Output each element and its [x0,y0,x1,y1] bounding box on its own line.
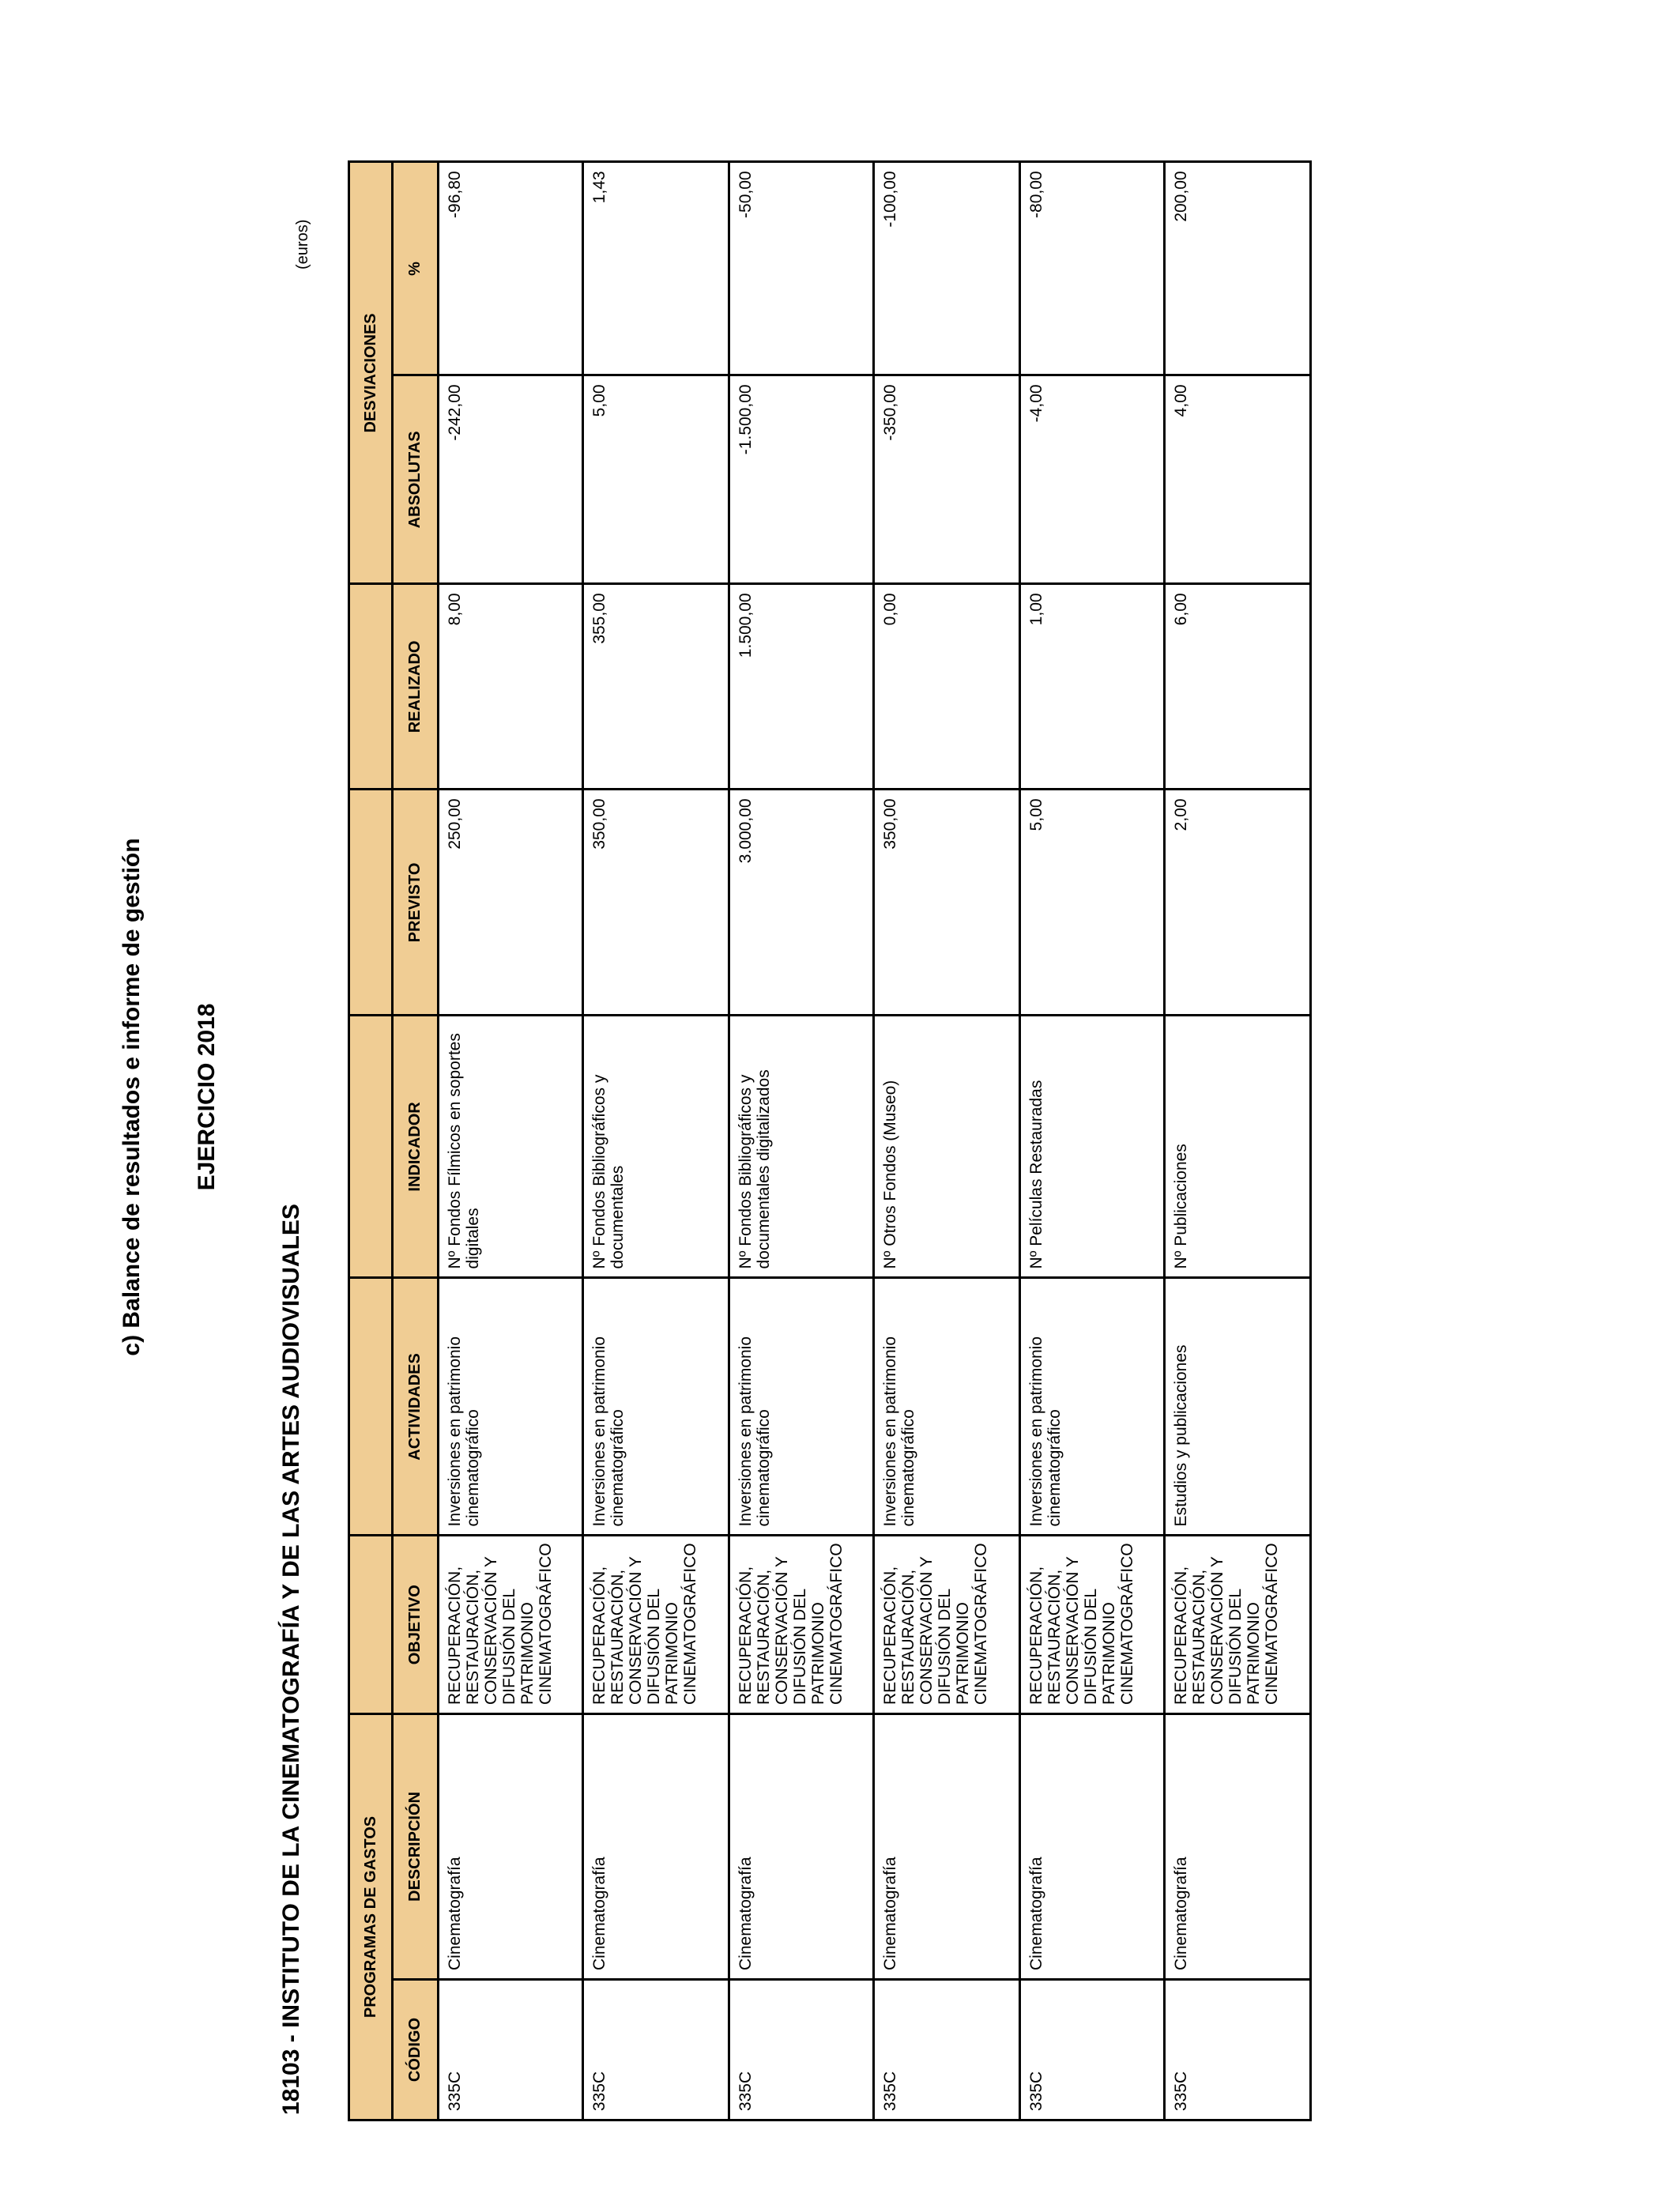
cell-previsto: 250,00 [439,790,583,1016]
cell-descripcion: Cinematografía [1165,1714,1311,1980]
cell-descripcion: Cinematografía [583,1714,729,1980]
cell-codigo: 335C [439,1980,583,2120]
cell-absolutas: -4,00 [1020,375,1165,584]
column-header-realizado: REALIZADO [393,584,439,790]
cell-porcentaje: -100,00 [874,162,1020,375]
cell-objetivo: RECUPERACIÓN, RESTAURACIÓN, CONSERVACIÓN Y DIFUSIÓN DEL PATRIMONIO CINEMATOGRÁFICO [874,1536,1020,1714]
column-header-descripcion: DESCRIPCIÓN [393,1714,439,1980]
cell-absolutas: -242,00 [439,375,583,584]
cell-porcentaje: -80,00 [1020,162,1165,375]
cell-objetivo: RECUPERACIÓN, RESTAURACIÓN, CONSERVACIÓN Y DIFUSIÓN DEL PATRIMONIO CINEMATOGRÁFICO [1020,1536,1165,1714]
cell-codigo: 335C [1020,1980,1165,2120]
cell-objetivo: RECUPERACIÓN, RESTAURACIÓN, CONSERVACIÓN Y DIFUSIÓN DEL PATRIMONIO CINEMATOGRÁFICO [439,1536,583,1714]
group-header-desviaciones: DESVIACIONES [349,162,393,584]
group-header-spacer [349,584,393,790]
results-table [348,160,1312,2121]
cell-previsto: 5,00 [1020,790,1165,1016]
group-header-spacer [349,790,393,1016]
cell-previsto: 3.000,00 [729,790,874,1016]
table-row [583,162,729,2120]
cell-actividades: Inversiones en patrimonio cinematográfico [583,1278,729,1536]
section-title: c) Balance de resultados e informe de gestión [119,838,145,1356]
cell-descripcion: Cinematografía [439,1714,583,1980]
group-header-programas: PROGRAMAS DE GASTOS [349,1714,393,2120]
table-row [729,162,874,2120]
group-header-row [349,162,393,2120]
cell-porcentaje: 200,00 [1165,162,1311,375]
cell-indicador: Nº Otros Fondos (Museo) [874,1016,1020,1278]
column-header-indicador: INDICADOR [393,1016,439,1278]
cell-codigo: 335C [583,1980,729,2120]
cell-previsto: 350,00 [583,790,729,1016]
currency-note: (euros) [294,219,311,270]
cell-absolutas: -350,00 [874,375,1020,584]
cell-indicador: Nº Publicaciones [1165,1016,1311,1278]
cell-porcentaje: -50,00 [729,162,874,375]
column-header-row [393,162,439,2120]
table-row [1165,162,1311,2120]
cell-actividades: Inversiones en patrimonio cinematográfico [439,1278,583,1536]
cell-previsto: 350,00 [874,790,1020,1016]
entity-title: 18103 - INSTITUTO DE LA CINEMATOGRAFÍA Y DE LAS ARTES AUDIOVISUALES [278,1204,304,2115]
group-header-spacer [349,1016,393,1278]
cell-porcentaje: 1,43 [583,162,729,375]
cell-previsto: 2,00 [1165,790,1311,1016]
cell-porcentaje: -96,80 [439,162,583,375]
cell-actividades: Inversiones en patrimonio cinematográfico [1020,1278,1165,1536]
column-header-objetivo: OBJETIVO [393,1536,439,1714]
cell-actividades: Inversiones en patrimonio cinematográfico [874,1278,1020,1536]
table-row [439,162,583,2120]
column-header-absolutas: ABSOLUTAS [393,375,439,584]
cell-realizado: 1,00 [1020,584,1165,790]
cell-objetivo: RECUPERACIÓN, RESTAURACIÓN, CONSERVACIÓN Y DIFUSIÓN DEL PATRIMONIO CINEMATOGRÁFICO [583,1536,729,1714]
column-header-porcentaje: % [393,162,439,375]
cell-objetivo: RECUPERACIÓN, RESTAURACIÓN, CONSERVACIÓN Y DIFUSIÓN DEL PATRIMONIO CINEMATOGRÁFICO [1165,1536,1311,1714]
cell-absolutas: 4,00 [1165,375,1311,584]
cell-codigo: 335C [729,1980,874,2120]
cell-codigo: 335C [874,1980,1020,2120]
cell-actividades: Inversiones en patrimonio cinematográfico [729,1278,874,1536]
cell-actividades: Estudios y publicaciones [1165,1278,1311,1536]
cell-indicador: Nº Fondos Bibliográficos y documentales digitalizados [729,1016,874,1278]
table-row [1020,162,1165,2120]
cell-codigo: 335C [1165,1980,1311,2120]
cell-realizado: 8,00 [439,584,583,790]
cell-indicador: Nº Películas Restauradas [1020,1016,1165,1278]
cell-objetivo: RECUPERACIÓN, RESTAURACIÓN, CONSERVACIÓN Y DIFUSIÓN DEL PATRIMONIO CINEMATOGRÁFICO [729,1536,874,1714]
cell-indicador: Nº Fondos Fílmicos en soportes digitales [439,1016,583,1278]
column-header-codigo: CÓDIGO [393,1980,439,2120]
table-row [874,162,1020,2120]
cell-descripcion: Cinematografía [729,1714,874,1980]
cell-realizado: 0,00 [874,584,1020,790]
column-header-actividades: ACTIVIDADES [393,1278,439,1536]
cell-indicador: Nº Fondos Bibliográficos y documentales [583,1016,729,1278]
group-header-spacer [349,1278,393,1536]
column-header-previsto: PREVISTO [393,790,439,1016]
cell-realizado: 6,00 [1165,584,1311,790]
year-title: EJERCICIO 2018 [194,1003,220,1191]
cell-absolutas: -1.500,00 [729,375,874,584]
cell-absolutas: 5,00 [583,375,729,584]
cell-realizado: 1.500,00 [729,584,874,790]
cell-descripcion: Cinematografía [1020,1714,1165,1980]
group-header-spacer [349,1536,393,1714]
cell-realizado: 355,00 [583,584,729,790]
cell-descripcion: Cinematografía [874,1714,1020,1980]
